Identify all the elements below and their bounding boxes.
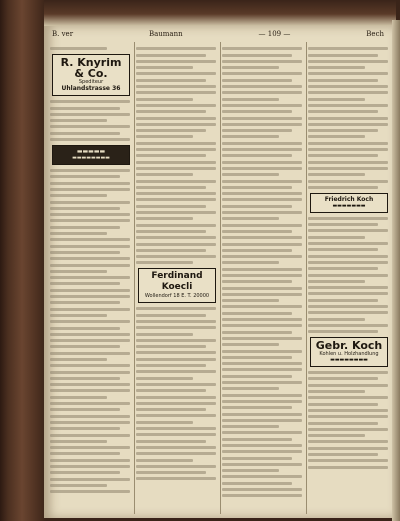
text-line	[222, 243, 302, 246]
text-line	[136, 333, 193, 336]
text-line	[308, 148, 388, 151]
text-line	[222, 274, 302, 277]
text-line	[136, 364, 206, 367]
text-line	[222, 110, 292, 113]
text-line	[136, 85, 216, 88]
text-line	[222, 312, 292, 315]
text-line	[308, 318, 365, 321]
text-line	[136, 230, 206, 233]
text-line	[308, 267, 378, 270]
text-line	[50, 188, 130, 191]
text-line	[222, 287, 302, 290]
text-line	[50, 119, 107, 122]
text-line	[136, 465, 216, 468]
text-line	[50, 289, 130, 292]
text-line	[308, 91, 388, 94]
ad-text: Spediteur	[78, 79, 104, 86]
text-line	[50, 446, 130, 449]
text-line	[308, 409, 388, 412]
text-line	[222, 343, 279, 346]
text-line	[136, 414, 216, 417]
text-line	[136, 452, 216, 455]
text-line	[50, 175, 120, 178]
text-line	[222, 261, 279, 264]
text-line	[50, 107, 120, 110]
text-line	[50, 213, 130, 216]
text-line	[136, 154, 206, 157]
text-line	[136, 396, 216, 399]
text-line	[136, 389, 206, 392]
text-line	[50, 371, 130, 374]
text-line	[308, 248, 378, 251]
text-line	[308, 167, 388, 170]
advertisement-small	[52, 145, 130, 165]
text-line	[222, 129, 292, 132]
text-line	[50, 408, 120, 411]
text-line	[50, 169, 130, 172]
text-line	[50, 440, 107, 443]
text-line	[222, 280, 292, 283]
text-line	[308, 453, 378, 456]
text-line	[136, 60, 216, 63]
text-line	[136, 307, 216, 310]
text-line	[222, 104, 302, 107]
text-line	[308, 236, 365, 239]
text-line	[308, 54, 378, 57]
text-line	[136, 123, 216, 126]
ad-text: ▬▬▬▬▬▬▬▬	[330, 357, 368, 364]
text-line	[222, 60, 302, 63]
text-line	[308, 305, 388, 308]
text-line	[136, 72, 216, 75]
text-line	[222, 180, 302, 183]
text-line	[222, 438, 292, 441]
text-line	[222, 167, 302, 170]
text-line	[136, 47, 216, 50]
text-line	[308, 415, 388, 418]
text-line	[222, 47, 302, 50]
text-line	[222, 337, 302, 340]
text-line	[308, 142, 388, 145]
text-line	[50, 490, 130, 493]
text-line	[50, 251, 120, 254]
text-line	[222, 457, 292, 460]
ad-text: ▬▬▬▬▬▬▬	[332, 202, 366, 209]
text-line	[222, 368, 302, 371]
text-line	[308, 66, 365, 69]
column-rule	[134, 42, 135, 514]
text-line	[308, 255, 388, 258]
text-line	[136, 408, 206, 411]
text-line	[308, 98, 365, 101]
text-line	[136, 243, 216, 246]
ad-title: Friedrich Koch	[324, 195, 374, 203]
text-line	[136, 167, 216, 170]
text-line	[222, 419, 302, 422]
text-line	[222, 356, 292, 359]
text-line	[136, 377, 193, 380]
text-line	[222, 66, 279, 69]
text-line	[222, 375, 292, 378]
text-line	[50, 478, 130, 481]
text-line	[136, 98, 193, 101]
column-3	[222, 44, 304, 514]
header-left: B. ver	[52, 30, 74, 38]
text-line	[222, 72, 302, 75]
text-line	[308, 280, 365, 283]
text-line	[136, 446, 216, 449]
text-line	[222, 79, 292, 82]
text-line	[50, 270, 107, 273]
text-line	[222, 350, 302, 353]
text-line	[222, 444, 302, 447]
text-line	[222, 488, 302, 491]
text-line	[222, 123, 302, 126]
text-line	[308, 299, 378, 302]
text-line	[308, 180, 388, 183]
text-line	[50, 339, 130, 342]
ad-title: R. Knyrim	[60, 56, 122, 70]
text-line	[222, 475, 302, 478]
text-line	[50, 245, 130, 248]
text-line	[50, 320, 130, 323]
text-line	[50, 345, 120, 348]
text-line	[136, 54, 206, 57]
text-line	[222, 255, 302, 258]
text-line	[222, 142, 302, 145]
text-line	[136, 326, 216, 329]
text-line	[222, 173, 279, 176]
text-line	[222, 85, 302, 88]
text-line	[50, 459, 130, 462]
text-line	[136, 358, 216, 361]
text-line	[136, 339, 216, 342]
text-line	[136, 129, 206, 132]
ad-title: & Co.	[74, 67, 108, 81]
text-line	[308, 229, 388, 232]
text-line	[222, 186, 292, 189]
text-line	[308, 466, 388, 469]
text-line	[136, 79, 206, 82]
text-line	[136, 135, 193, 138]
text-line	[50, 327, 120, 330]
text-line	[136, 255, 216, 258]
text-line	[50, 465, 130, 468]
text-line	[222, 91, 302, 94]
directory-page	[44, 26, 392, 518]
text-line	[50, 276, 130, 279]
text-line	[50, 232, 107, 235]
text-line	[136, 402, 216, 405]
text-line	[222, 431, 302, 434]
text-line	[136, 236, 216, 239]
text-line	[222, 217, 279, 220]
text-line	[222, 268, 302, 271]
text-line	[308, 403, 378, 406]
header-center: Baumann	[148, 30, 183, 38]
text-line	[136, 383, 216, 386]
text-line	[308, 173, 365, 176]
text-line	[308, 311, 388, 314]
text-line	[50, 194, 107, 197]
advertisement-knyrim	[52, 54, 130, 96]
text-line	[222, 230, 292, 233]
text-line	[50, 264, 130, 267]
text-line	[222, 425, 279, 428]
text-line	[222, 394, 302, 397]
text-line	[222, 117, 302, 120]
ad-address: Uhlandstrasse 36	[61, 85, 121, 93]
text-line	[222, 305, 302, 308]
text-line	[50, 47, 107, 50]
text-line	[222, 463, 302, 466]
text-line	[50, 383, 130, 386]
text-line	[308, 85, 388, 88]
text-line	[136, 117, 216, 120]
text-line	[308, 72, 388, 75]
text-line	[50, 484, 107, 487]
text-line	[136, 261, 193, 264]
text-line	[308, 422, 378, 425]
text-line	[50, 434, 130, 437]
text-line	[136, 459, 193, 462]
column-rule	[306, 42, 307, 514]
text-line	[136, 421, 193, 424]
text-line	[136, 440, 206, 443]
text-line	[308, 330, 378, 333]
text-line	[50, 308, 130, 311]
text-line	[50, 257, 130, 260]
text-line	[308, 447, 388, 450]
text-line	[136, 91, 216, 94]
text-line	[222, 224, 302, 227]
text-line	[308, 135, 365, 138]
column-2	[136, 44, 218, 514]
text-line	[308, 79, 378, 82]
text-line	[136, 427, 216, 430]
text-line	[50, 282, 120, 285]
text-line	[308, 384, 388, 387]
text-line	[222, 406, 292, 409]
text-line	[136, 173, 193, 176]
text-line	[222, 400, 302, 403]
text-line	[222, 198, 302, 201]
text-line	[136, 314, 206, 317]
text-line	[136, 433, 216, 436]
text-line	[50, 182, 130, 185]
text-line	[308, 261, 388, 264]
text-line	[222, 211, 302, 214]
text-line	[308, 434, 365, 437]
ad-text: Kohlen u. Holzhandlung	[319, 351, 379, 358]
text-line	[222, 331, 292, 334]
text-line	[136, 345, 206, 348]
text-line	[50, 402, 130, 405]
ad-title: Ferdinand Koecli	[151, 271, 203, 293]
text-line	[50, 138, 130, 141]
text-line	[308, 242, 388, 245]
text-line	[222, 387, 279, 390]
text-line	[50, 389, 130, 392]
text-line	[308, 371, 388, 374]
text-line	[50, 333, 130, 336]
text-line	[222, 135, 279, 138]
text-line	[222, 362, 302, 365]
text-line	[222, 148, 302, 151]
column-1	[50, 44, 132, 514]
text-line	[222, 324, 302, 327]
advertisement-koeckli	[138, 268, 216, 303]
text-line	[222, 192, 302, 195]
text-line	[308, 104, 388, 107]
page-number: — 109 —	[258, 30, 291, 38]
text-line	[222, 161, 302, 164]
text-line	[222, 299, 279, 302]
text-line	[136, 186, 206, 189]
page-header	[52, 30, 384, 40]
text-line	[222, 494, 302, 497]
text-line	[222, 381, 302, 384]
text-line	[50, 238, 130, 241]
ad-text: ▬▬▬▬▬▬▬▬	[72, 155, 110, 162]
page-top-edge	[44, 0, 396, 26]
text-line	[136, 211, 216, 214]
text-line	[136, 224, 216, 227]
text-line	[136, 192, 216, 195]
advertisement-koch	[310, 337, 388, 367]
text-line	[308, 459, 388, 462]
text-line	[50, 100, 130, 103]
text-line	[222, 450, 302, 453]
text-line	[308, 377, 378, 380]
text-line	[308, 428, 388, 431]
header-right: Bech	[366, 30, 384, 38]
page-fore-edge	[392, 20, 400, 521]
text-line	[136, 205, 206, 208]
text-line	[50, 377, 120, 380]
text-line	[50, 295, 130, 298]
text-line	[136, 110, 206, 113]
text-line	[50, 415, 130, 418]
text-line	[136, 142, 216, 145]
text-line	[308, 223, 378, 226]
text-line	[308, 47, 388, 50]
text-line	[136, 104, 216, 107]
text-line	[50, 132, 120, 135]
text-line	[308, 60, 388, 63]
text-line	[308, 292, 388, 295]
text-line	[308, 390, 365, 393]
text-line	[222, 318, 302, 321]
text-line	[136, 370, 216, 373]
text-line	[50, 113, 130, 116]
text-line	[308, 440, 388, 443]
text-line	[308, 286, 388, 289]
text-line	[308, 129, 378, 132]
text-line	[222, 98, 279, 101]
text-line	[136, 198, 216, 201]
text-line	[50, 301, 120, 304]
text-line	[222, 413, 302, 416]
text-line	[50, 452, 120, 455]
advertisement-friedrich	[310, 193, 388, 213]
text-line	[50, 314, 107, 317]
text-line	[50, 352, 130, 355]
text-line	[50, 364, 130, 367]
text-line	[308, 161, 388, 164]
column-rule	[220, 42, 221, 514]
text-line	[308, 110, 378, 113]
text-line	[50, 201, 130, 204]
text-line	[136, 217, 193, 220]
text-line	[50, 358, 107, 361]
text-line	[222, 54, 292, 57]
text-line	[222, 293, 302, 296]
text-line	[308, 186, 378, 189]
text-line	[308, 274, 388, 277]
text-line	[222, 482, 292, 485]
ad-text: Wollendorf 18 E. T. 20000	[144, 293, 210, 300]
text-line	[308, 154, 378, 157]
text-line	[308, 117, 388, 120]
text-line	[50, 207, 120, 210]
text-line	[222, 236, 302, 239]
text-line	[136, 351, 216, 354]
text-line	[50, 396, 107, 399]
text-line	[136, 180, 216, 183]
text-line	[136, 477, 216, 480]
text-line	[136, 66, 193, 69]
text-line	[50, 219, 130, 222]
column-4	[308, 44, 390, 514]
text-line	[50, 427, 120, 430]
text-line	[136, 249, 206, 252]
text-line	[136, 148, 216, 151]
text-line	[136, 320, 216, 323]
text-line	[308, 123, 388, 126]
text-line	[222, 205, 292, 208]
text-line	[222, 154, 292, 157]
text-line	[136, 161, 216, 164]
text-line	[308, 217, 388, 220]
text-line	[222, 249, 292, 252]
text-line	[308, 396, 388, 399]
text-line	[50, 421, 130, 424]
ad-title: Gebr. Koch	[315, 339, 383, 353]
text-line	[50, 226, 120, 229]
text-line	[308, 324, 388, 327]
text-line	[136, 471, 206, 474]
text-line	[222, 469, 279, 472]
text-line	[50, 125, 130, 128]
text-line	[50, 471, 120, 474]
ad-text: ▬▬▬▬▬	[76, 148, 106, 156]
